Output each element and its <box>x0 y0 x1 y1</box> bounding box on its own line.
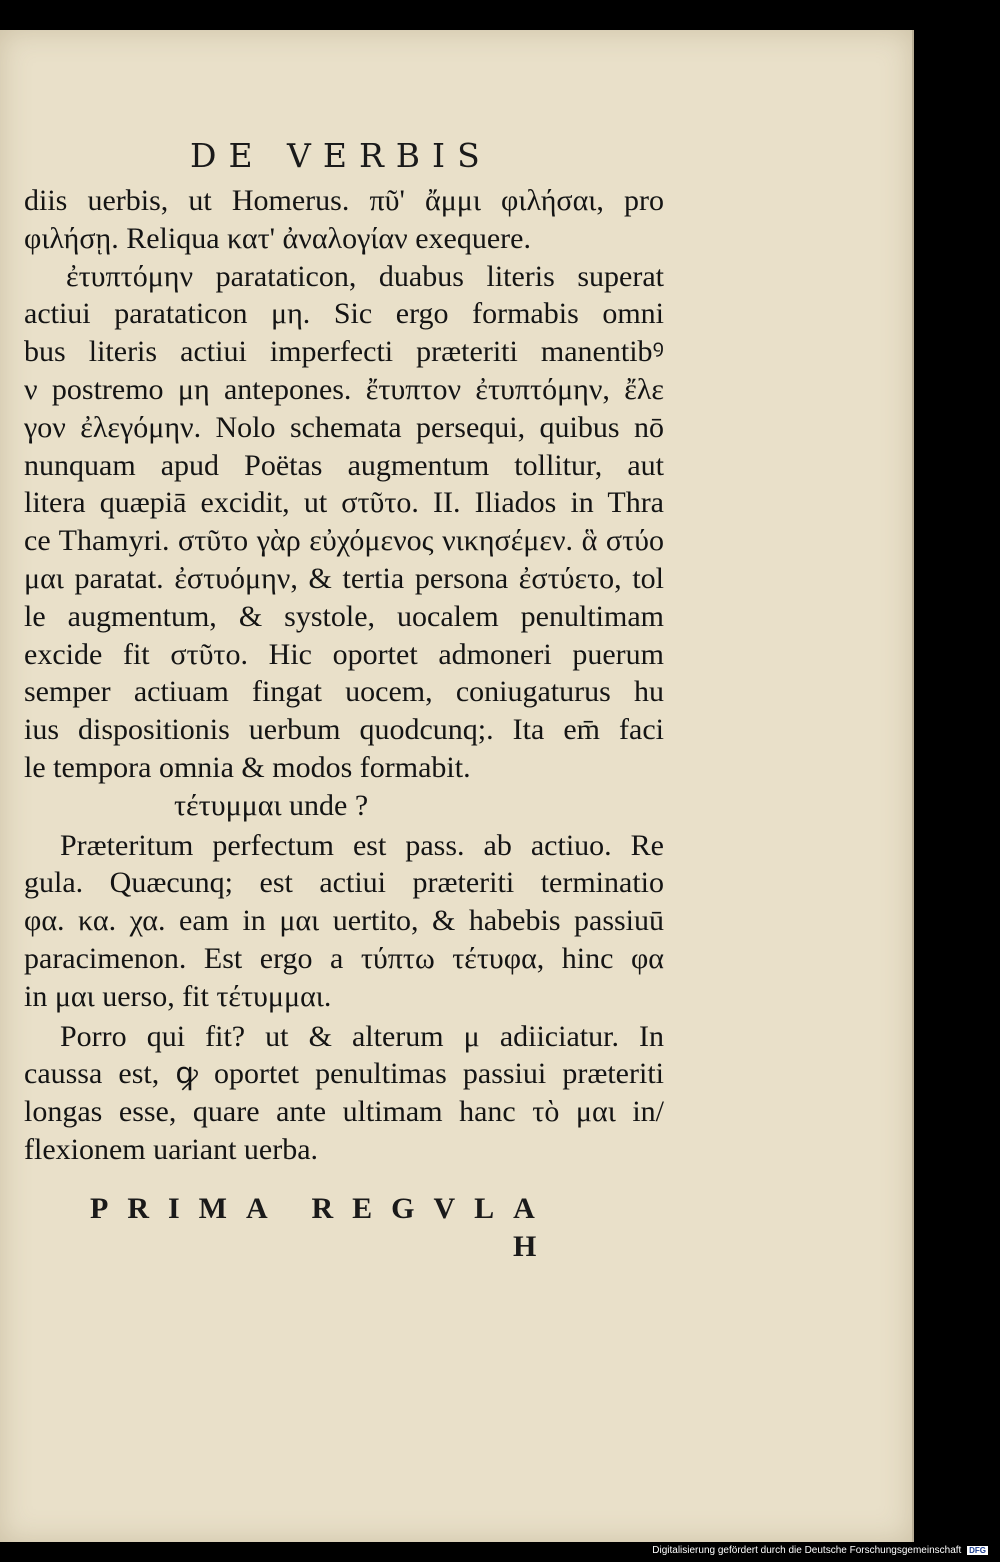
text-line: γον ἐλεγόμην. Nolo schemata persequi, quibus nō <box>24 410 664 444</box>
text-line: ius dispositionis uerbum quodcunq;. Ita em̄ faci <box>24 713 664 747</box>
text-line: flexionem uariant uerba. <box>24 1132 319 1166</box>
text-line: excide fit στῦτο. Hic oportet admoneri puerum <box>24 637 664 671</box>
text-line: Porro qui fit? ut & alterum μ adiiciatur. In <box>60 1019 664 1053</box>
text-line: nunquam apud Poëtas augmentum tollitur, aut <box>24 448 664 482</box>
signature-mark: H <box>513 1230 537 1263</box>
text-line: ν postremo μη antepones. ἔτυπτον ἐτυπτόμην, ἔλε <box>24 372 664 406</box>
text-line: le tempora omnia & modos formabit. <box>24 750 471 784</box>
book-page <box>0 30 914 1542</box>
text-line: longas esse, quare ante ultimam hanc τὸ μαι in/ <box>24 1095 664 1129</box>
dfg-logo-icon: DFG <box>969 1545 986 1555</box>
text-line: ce Thamyri. στῦτο γὰρ εὐχόμενος νικησέμεν. ἃ στύο <box>24 524 664 558</box>
text-line: φα. κα. χα. eam in μαι uertito, & habebis passiuū <box>24 904 664 938</box>
text-line: μαι paratat. ἐστυόμην, & tertia persona ἐστύετο, tol <box>24 561 664 595</box>
text-line: gula. Quæcunq; est actiui præteriti terminatio <box>24 866 664 900</box>
text-line: actiui parataticon μη. Sic ergo formabis omni <box>24 297 664 331</box>
running-head: DE VERBIS <box>190 136 492 175</box>
catchword: PRIMA REGVLA <box>90 1192 554 1225</box>
body-text <box>24 182 664 1169</box>
text-line: paracimenon. Est ergo a τύπτω τέτυφα, hinc φα <box>24 941 664 975</box>
text-line: in μαι uerso, fit τέτυμμαι. <box>24 979 332 1013</box>
credit-text: Digitalisierung gefördert durch die Deutsche Forschungsgemeinschaft <box>652 1545 962 1556</box>
digitization-credit <box>652 1545 988 1556</box>
text-line: le augmentum, & systole, uocalem penultimam <box>24 599 664 633</box>
section-heading: τέτυμμαι unde ? <box>174 788 369 822</box>
text-line: Præteritum perfectum est pass. ab actiuo. Re <box>60 828 664 862</box>
text-line: litera quæpiā excidit, ut στῦτο. II. Iliados in Thra <box>24 486 664 520</box>
text-line: ἐτυπτόμην parataticon, duabus literis superat <box>66 259 664 293</box>
text-line: caussa est, ꝙ oportet penultimas passiui præteriti <box>24 1057 664 1091</box>
text-line: semper actiuam fingat uocem, coniugaturus hu <box>24 675 664 709</box>
text-line: bus literis actiui imperfecti præteriti manentibꝰ <box>24 335 664 369</box>
text-line: φιλήσῃ. Reliqua κατ' ἀναλογίαν exequere. <box>24 221 531 255</box>
text-line: diis uerbis, ut Homerus. πῦ' ἄμμι φιλήσαι, pro <box>24 184 664 217</box>
